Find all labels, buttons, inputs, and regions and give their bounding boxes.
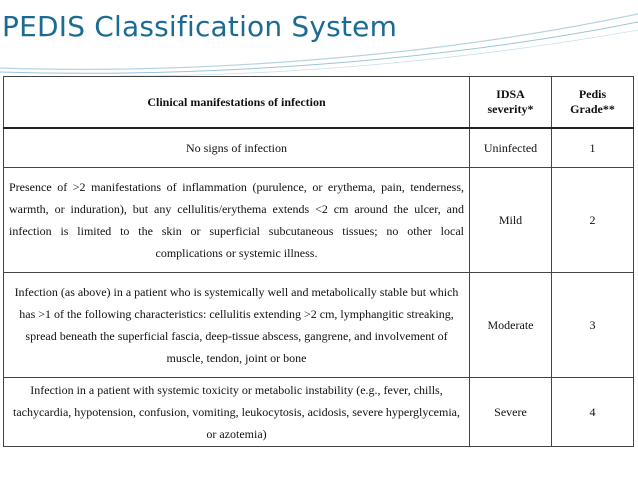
cell-pedis-grade: 3 (552, 273, 634, 378)
table-row (4, 128, 634, 168)
cell-idsa-severity: Uninfected (470, 128, 552, 168)
cell-manifestations: No signs of infection (4, 128, 470, 168)
table-row (4, 273, 634, 378)
pedis-table (3, 76, 634, 447)
slide-title: PEDIS Classification System (2, 10, 398, 43)
cell-pedis-grade: 2 (552, 168, 634, 273)
cell-idsa-severity: Moderate (470, 273, 552, 378)
cell-manifestations: Infection in a patient with systemic toxicity or metabolic instability (e.g., fever, chills, tachycardia, hypotension, confusion, vomiting, leukocytosis, acidosis, severe hyperglycemia, or azotemia) (4, 378, 470, 447)
cell-pedis-grade: 1 (552, 128, 634, 168)
cell-manifestations: Infection (as above) in a patient who is systemically well and metabolically stable but which has >1 of the following characteristics: cellulitis extending >2 cm, lymphangitic streaking, spread beneath the superficial fascia, deep-tissue abscess, gangrene, and involvement of muscle, tendon, joint or bone (4, 273, 470, 378)
header-idsa-severity: IDSA severity* (470, 77, 552, 129)
header-pedis-grade: Pedis Grade** (552, 77, 634, 129)
table-header-row (4, 77, 634, 129)
header-manifestations: Clinical manifestations of infection (4, 77, 470, 129)
cell-idsa-severity: Severe (470, 378, 552, 447)
cell-manifestations: Presence of >2 manifestations of inflammation (purulence, or erythema, pain, tenderness, warmth, or induration), but any cellulitis/erythema extends <2 cm around the ulcer, and infection is limited to the skin or superficial subcutaneous tissues; no other local complications or systemic illness. (4, 168, 470, 273)
table-container (0, 76, 638, 479)
cell-idsa-severity: Mild (470, 168, 552, 273)
cell-pedis-grade: 4 (552, 378, 634, 447)
table-row (4, 378, 634, 447)
table-row (4, 168, 634, 273)
